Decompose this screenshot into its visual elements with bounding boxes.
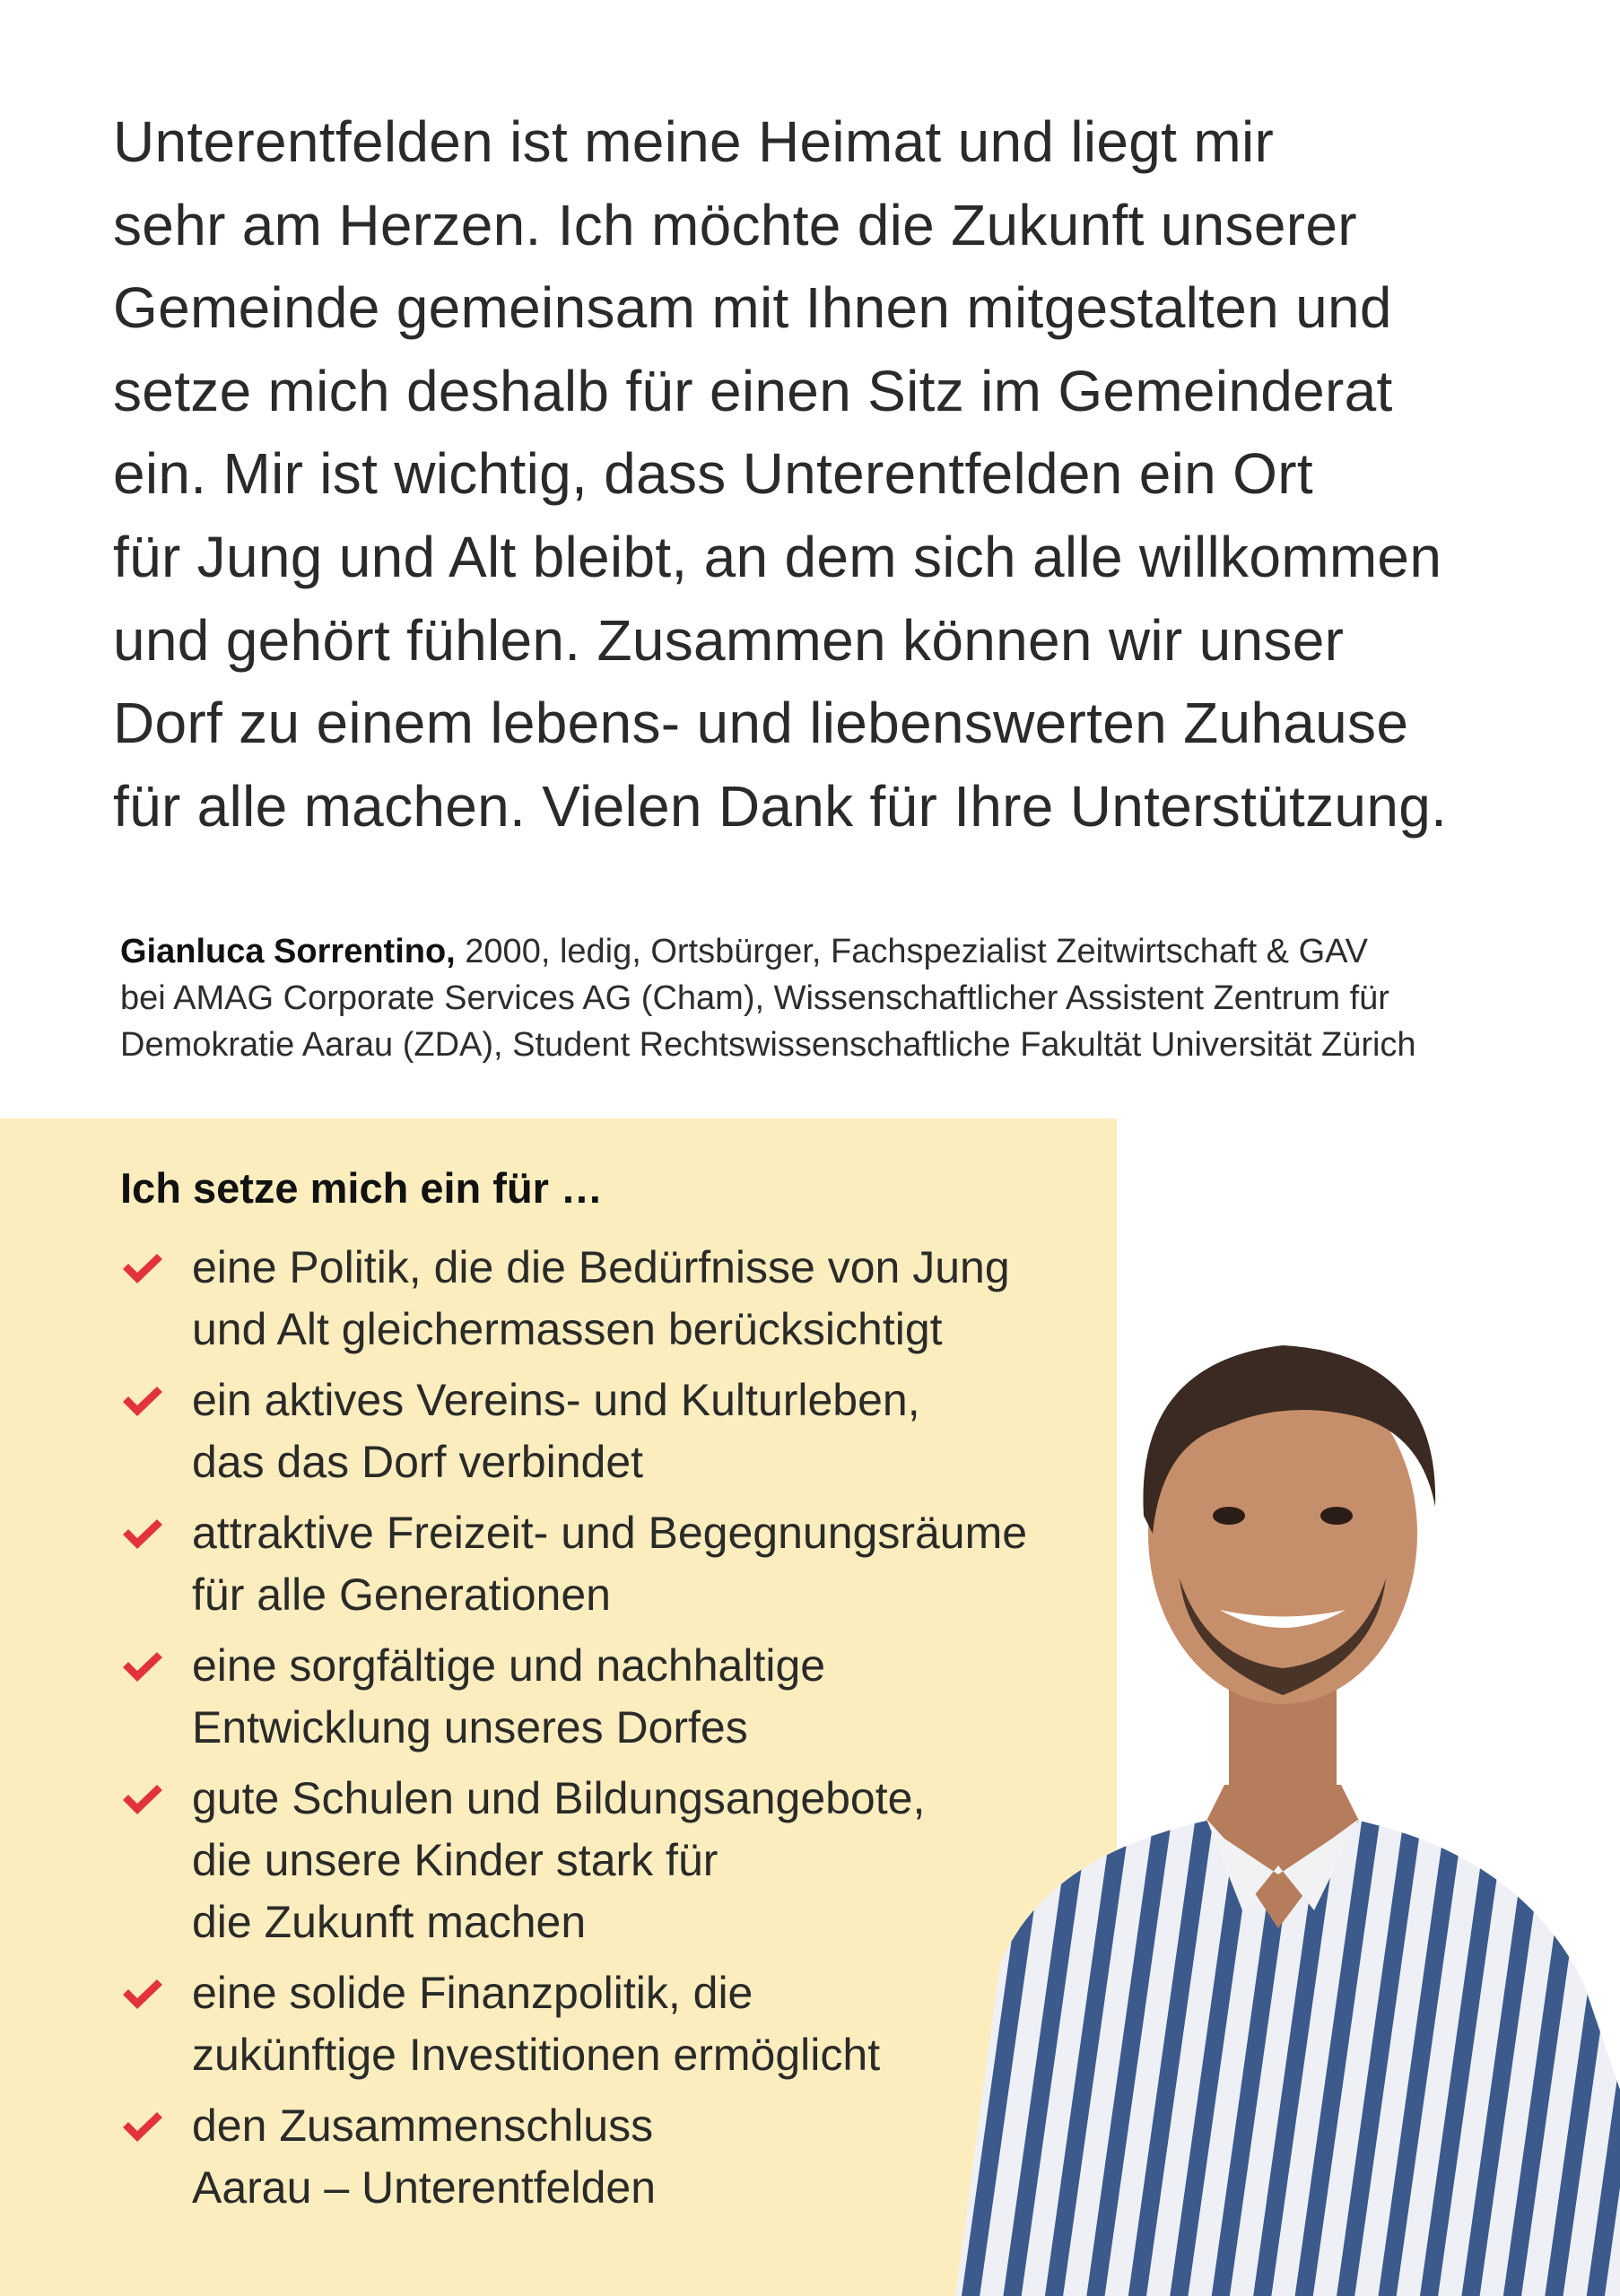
commitment-line: Aarau – Unterentfelden: [192, 2162, 657, 2213]
check-icon: [120, 1384, 165, 1420]
candidate-bio: [120, 928, 1573, 1068]
intro-line: sehr am Herzen. Ich möchte die Zukunft unserer: [113, 192, 1357, 257]
commitment-line: die Zukunft machen: [192, 1897, 587, 1947]
check-icon: [120, 1251, 165, 1287]
commitment-line: zukünftige Investitionen ermöglicht: [192, 2030, 881, 2080]
intro-line: Unterentfelden ist meine Heimat und liegt mir: [113, 109, 1275, 174]
check-icon: [120, 2109, 165, 2145]
commitment-line: eine sorgfältige und nachhaltige: [192, 1640, 826, 1691]
check-icon: [120, 1649, 165, 1685]
commitment-line: eine solide Finanzpolitik, die: [192, 1968, 753, 2018]
commitment-line: für alle Generationen: [192, 1570, 611, 1620]
intro-line: ein. Mir ist wichtig, dass Unterentfelden ein Ort: [113, 441, 1313, 507]
commitment-line: attraktive Freizeit- und Begegnungsräume: [192, 1508, 1028, 1558]
check-icon: [120, 1782, 165, 1818]
commitment-line: ein aktives Vereins- und Kulturleben,: [192, 1375, 920, 1425]
intro-line: für alle machen. Vielen Dank für Ihre Unterstützung.: [113, 773, 1448, 839]
candidate-photo: [937, 1283, 1620, 2296]
intro-line: und gehört fühlen. Zusammen können wir unser: [113, 607, 1345, 673]
intro-line: Dorf zu einem lebens- und liebenswerten Zuhause: [113, 691, 1409, 756]
bio-line-1: [120, 928, 1573, 975]
intro-line: Gemeinde gemeinsam mit Ihnen mitgestalten und: [113, 275, 1392, 341]
intro-line: für Jung und Alt bleibt, an dem sich alle willkommen: [113, 524, 1442, 589]
commitment-line: und Alt gleichermassen berücksichtigt: [192, 1304, 943, 1354]
check-icon: [120, 1517, 165, 1552]
bio-line-3: Demokratie Aarau (ZDA), Student Rechtswissenschaftliche Fakultät Universität Zürich: [120, 1026, 1416, 1064]
commitment-line: eine Politik, die die Bedürfnisse von Jung: [192, 1242, 1010, 1292]
commitment-line: die unsere Kinder stark für: [192, 1835, 719, 1885]
bio-line-2: bei AMAG Corporate Services AG (Cham), Wissenschaftlicher Assistent Zentrum für: [120, 979, 1389, 1017]
check-icon: [120, 1977, 165, 2013]
candidate-name: Gianluca Sorrentino,: [120, 933, 456, 970]
commitment-line: Entwicklung unseres Dorfes: [192, 1702, 748, 1752]
intro-line: setze mich deshalb für einen Sitz im Gemeinderat: [113, 358, 1393, 423]
commitment-line: das das Dorf verbindet: [192, 1437, 644, 1487]
commitments-heading: Ich setze mich ein für …: [120, 1164, 604, 1212]
intro-statement: [113, 100, 1566, 848]
bio-line-1-rest: 2000, ledig, Ortsbürger, Fachspezialist Zeitwirtschaft & GAV: [455, 933, 1369, 970]
commitment-line: den Zusammenschluss: [192, 2100, 654, 2151]
commitment-line: gute Schulen und Bildungsangebote,: [192, 1773, 926, 1823]
